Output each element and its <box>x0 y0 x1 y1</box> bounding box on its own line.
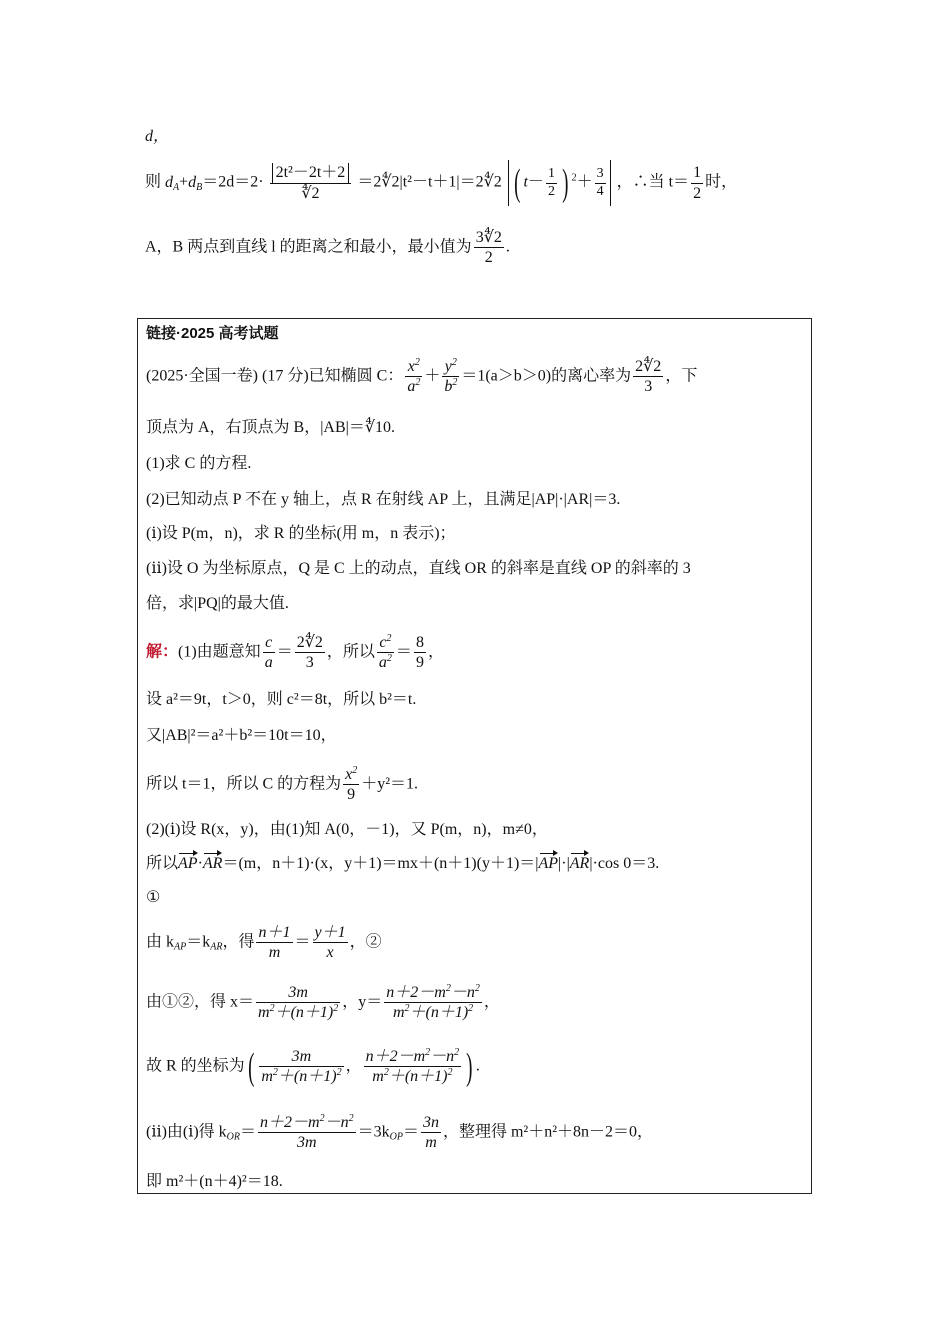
solution-line-2: 设 a²＝9t，t＞0，则 c²＝8t，所以 b²＝t. <box>146 691 417 708</box>
question-2-ii-a: (ⅱ)设 O 为坐标原点，Q 是 C 上的动点，直线 OR 的斜率是直线 OP 的斜率的 3 <box>146 560 691 577</box>
sol-6d: |·cos 0＝3. <box>589 855 660 872</box>
solution-line-6: 所以AP·AR＝(m，n＋1)·(x，y＋1)＝mx＋(n＋1)(y＋1)＝|AP|·|AR|·cos 0＝3. <box>146 855 660 872</box>
eq-tail: ，∴当 t＝ <box>616 173 690 191</box>
abs-numerator: 2t²－2t＋2 <box>272 163 350 182</box>
solution-line-5: (2)(ⅰ)设 R(x，y)，由(1)知 A(0，－1)，又 P(m，n)，m≠0， <box>146 821 548 838</box>
sol-4a: 所以 t＝1，所以 C 的方程为 <box>146 775 342 793</box>
r-x-fraction: $\frac{3m}{m^2+(n+1)^2}$ <box>261 1048 342 1086</box>
eccentricity-fraction-2: $\frac{2∜2}{3}$ <box>296 634 323 672</box>
eight-ninths: $\frac{8}{9}$ <box>415 634 424 672</box>
circled-one: ① <box>146 889 161 906</box>
distance-den: ∜2 <box>301 184 320 202</box>
eq-2d: ＝2d＝2· <box>202 173 264 191</box>
problem-line-2: 顶点为 A，右顶点为 B，|AB|＝∜10. <box>146 419 396 436</box>
question-2-ii-b: 倍，求|PQ|的最大值. <box>146 595 289 612</box>
y-plus-1-over-x: $\frac{y+1}{x}$ <box>314 924 346 962</box>
top-min-line <box>145 228 510 267</box>
exam-link-box <box>137 318 812 1194</box>
solution-line-1: 解：(1)由题意知 $\frac{c}{a}$ ＝ $\frac{2∜2}{3}$ ，所以 $\frac{c^2}{a^2}$ ＝ $\frac{8}{9}$ ， <box>146 633 444 672</box>
problem-line-1: (2025·全国一卷) (17 分)已知椭圆 C： $\frac{x^2}{a^2}$ ＋ $\frac{y^2}{b^2}$ ＝1(a＞b＞0)的离心率为 $\frac{2∜2}{3}$ ，下 <box>146 357 698 396</box>
eccentricity-fraction: $\frac{2∜2}{3}$ <box>635 358 662 396</box>
k-or-fraction: $\frac{n+2-m^2-n^2}{3m}$ <box>260 1113 354 1152</box>
solution-line-9: 由①②，得 x＝ $\frac{3m}{m^2+(n+1)^2}$ ，y＝ $\frac{n+2-m^2-n^2}{m^2+(n+1)^2}$ ， <box>146 983 500 1022</box>
min-value-fraction: $\frac{3∜2}{2}$ <box>475 229 502 267</box>
problem-intro: (2025·全国一卷) (17 分)已知椭圆 C： <box>146 367 404 385</box>
question-2-i: (ⅰ)设 P(m，n)，求 R 的坐标(用 m，n 表示)； <box>146 525 456 542</box>
n-plus-1-over-m: $\frac{n+1}{m}$ <box>258 924 291 962</box>
solution-line-3: 又|AB|²＝a²＋b²＝10t＝10， <box>146 727 337 744</box>
x-solution-fraction: $\frac{3m}{m^2+(n+1)^2}$ <box>258 984 339 1022</box>
plus-sign: + <box>179 173 189 191</box>
ellipse-condition: ＝1(a＞b＞0)的离心率为 <box>461 367 632 385</box>
r-y-fraction: $\frac{n+2-m^2-n^2}{m^2+(n+1)^2}$ <box>365 1047 460 1086</box>
sol-6b: ＝(m，n＋1)·(x，y＋1)＝mx＋(n＋1)(y＋1)＝| <box>222 855 539 872</box>
y2-over-b2: $\frac{y^2}{b^2}$ <box>444 357 458 396</box>
three-quarters-fraction: $\frac{3}{4}$ <box>596 165 604 199</box>
x2-over-9: $\frac{x^2}{9}$ <box>345 765 358 804</box>
solution-line-11: (ⅱ)由(ⅰ)得 $k_{OR}=$ $\frac{n+2-m^2-n^2}{3m}$ $=3k_{OP}=$ $\frac{3n}{m}$ ，整理得 m²＋n²＋8n－2＝0， <box>146 1113 654 1152</box>
top-line-d: d， <box>145 128 170 145</box>
sol-1b: ，所以 <box>326 643 375 661</box>
t-half-fraction: $\frac{1}{2}$ <box>693 164 702 202</box>
c-over-a: $\frac{c}{a}$ <box>264 634 273 672</box>
sol-1a: (1)由题意知 <box>178 643 261 661</box>
top-eq-prefix: 则 <box>145 173 162 191</box>
solution-line-10: 故 R 的坐标为( $\frac{3m}{m^2+(n+1)^2}$ ， $\frac{n+2-m^2-n^2}{m^2+(n+1)^2}$ ) . <box>146 1045 480 1088</box>
half-fraction: $\frac{1}{2}$ <box>547 165 555 199</box>
question-2: (2)已知动点 P 不在 y 轴上，点 R 在射线 AP 上，且满足|AP|·|AR|＝3. <box>146 491 621 508</box>
eq-tail2: 时， <box>705 173 738 191</box>
period: . <box>505 238 510 256</box>
distance-fraction <box>270 163 352 202</box>
y-solution-fraction: $\frac{n+2-m^2-n^2}{m^2+(n+1)^2}$ <box>386 983 480 1022</box>
sol-6a: 所以 <box>146 855 179 872</box>
min-text: A，B 两点到直线 l 的距离之和最小，最小值为 <box>145 238 472 256</box>
sol-4b: ＋y²＝1. <box>361 775 419 793</box>
solution-line-8: 由 $k_{AP}=k_{AR}$，得 $\frac{n+1}{m}$ ＝ $\frac{y+1}{x}$ ，② <box>146 924 382 962</box>
solution-line-4 <box>146 765 418 804</box>
c2-over-a2: $\frac{c^2}{a^2}$ <box>378 633 392 672</box>
solution-line-12: 即 m²＋(n＋4)²＝18. <box>146 1173 283 1190</box>
top-equation-line: 则 $d_A+d_B=2d=2\cdot$ $\frac{\text{2t²－2t＋2}}{∜2}$ ＝2∜2|t²－t＋1|＝2∜2 ( t－ $\frac{1}{2}$ ) $^2$＋ $\frac{3}{4}$ ，∴当 t＝ $\frac{1}{2}$ 时， <box>145 162 738 204</box>
box-header: 链接·2025 高考试题 <box>146 325 279 342</box>
question-1: (1)求 C 的方程. <box>146 455 252 472</box>
x2-over-a2: $\frac{x^2}{a^2}$ <box>407 357 421 396</box>
problem-line-1-end: ，下 <box>665 367 698 385</box>
solution-label: 解： <box>146 643 179 661</box>
three-n-over-m: $\frac{3n}{m}$ <box>422 1114 439 1152</box>
eq-mid: ＝2∜2|t²－t＋1|＝2∜2 <box>357 173 502 191</box>
